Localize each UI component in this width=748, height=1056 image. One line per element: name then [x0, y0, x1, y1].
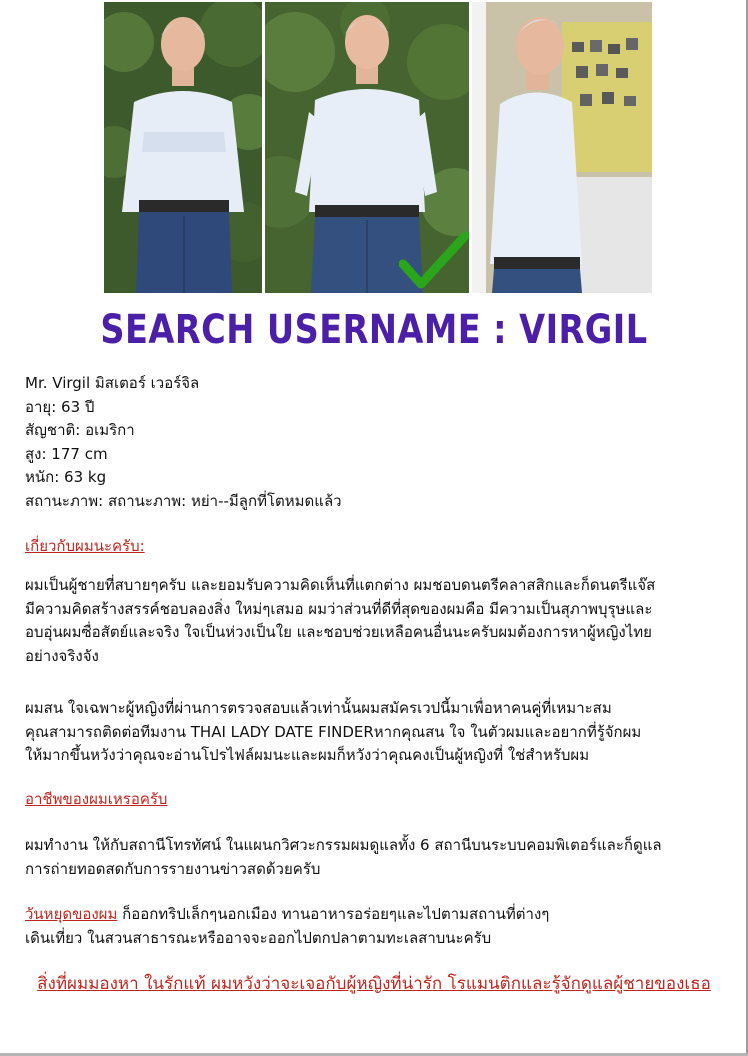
holiday-line-1: [25, 903, 725, 927]
holiday-line-1-text: ก็ออกทริปเล็กๆนอกเมือง ทานอาหารอร่อยๆและไปตามสถานที่ต่างๆ: [117, 905, 550, 923]
photo-arms-crossed: [104, 2, 262, 293]
about-p1-line: ผมเป็นผู้ชายที่สบายๆครับ และยอมรับความคิดเห็นที่แตกต่าง ผมชอบดนตรีคลาสสิกและก็ดนตรีแจ๊ส: [25, 576, 656, 594]
about-p1-line: อย่างจริงจัง: [25, 646, 99, 665]
about-p2-line: ให้มากขึ้นหวังว่าคุณจะอ่านโปรไฟล์ผมนะและผมก็หวังว่าคุณคงเป็นผู้หญิงที่ ใช่สำหรับผม: [25, 746, 590, 765]
about-paragraph-1: [25, 574, 725, 668]
fact-height: สูง: 177 cm: [25, 444, 108, 463]
career-line: ผมทำงาน ให้กับสถานีโทรทัศน์ ในแผนกวิศวะกรรมผมดูแลทั้ง 6 สถานีบนระบบคอมพิเตอร์และก็ดูแล: [25, 836, 662, 854]
about-section-title: เกี่ยวกับผมนะครับ:: [25, 537, 145, 555]
holiday-paragraph: [25, 903, 725, 950]
search-username-headline: SEARCH USERNAME : VIRGIL: [100, 307, 648, 353]
fact-weight: หนัก: 63 kg: [25, 468, 107, 487]
fact-name: Mr. Virgil มิสเตอร์ เวอร์จิล: [25, 374, 200, 392]
about-p1-line: มีความคิดสร้างสรรค์ชอบลองสิ่ง ใหม่ๆเสมอ ผมว่าส่วนที่ดีที่สุดของผมคือ มีความเป็นสุภาพบุรุษและ: [25, 599, 653, 618]
profile-photo-strip: [104, 2, 652, 293]
profile-facts: [25, 372, 725, 514]
career-paragraph: [25, 834, 725, 881]
fact-age: อายุ: 63 ปี: [25, 397, 95, 416]
career-line: การถ่ายทอดสดกับการรายงานข่าวสดด้วยครับ: [25, 859, 321, 878]
about-p2-line: คุณสามารถติดต่อทีมงาน THAI LADY DATE FINDERหากคุณสน ใจ ในตัวผมและอยากที่รู้จักผม: [25, 722, 642, 741]
checkmark-icon: [399, 230, 469, 290]
career-section-title-row: [25, 788, 725, 812]
about-p1-line: อบอุ่นผมซื่อสัตย์และจริง ใจเป็นห่วงเป็นใย และชอบช่วยเหลือคนอื่นนะครับผมต้องการหาผู้หญิงไทย: [25, 623, 652, 642]
about-section-title-row: [25, 535, 725, 559]
photo-side-profile: [472, 2, 652, 293]
career-section-title: อาชีพของผมเหรอครับ: [25, 790, 168, 808]
fact-status: สถานะภาพ: สถานะภาพ: หย่า--มีลูกที่โตหมดแล้ว: [25, 491, 342, 510]
holiday-section-title: วันหยุดของผม: [25, 905, 118, 923]
holiday-line-2: เดินเที่ยว ในสวนสาธารณะหรืออาจจะออกไปตกปลาตามทะเลสาบนะครับ: [25, 928, 492, 947]
photo-standing-front: [265, 2, 469, 293]
about-paragraph-2: [25, 697, 725, 768]
about-p2-line: ผมสน ใจเฉพาะผู้หญิงที่ผ่านการตรวจสอบแล้วเท่านั้นผมสมัครเวปนี้มาเพื่อหาคนคู่ที่เหมาะสม: [25, 699, 612, 717]
closing-statement: สิ่งที่ผมมองหา ในรักแท้ ผมหวังว่าจะเจอกับผู้หญิงที่น่ารัก โรแมนติกและรู้จักดูแลผู้ชายของเธอ: [37, 974, 711, 994]
fact-nationality: สัญชาติ: อเมริกา: [25, 421, 135, 440]
